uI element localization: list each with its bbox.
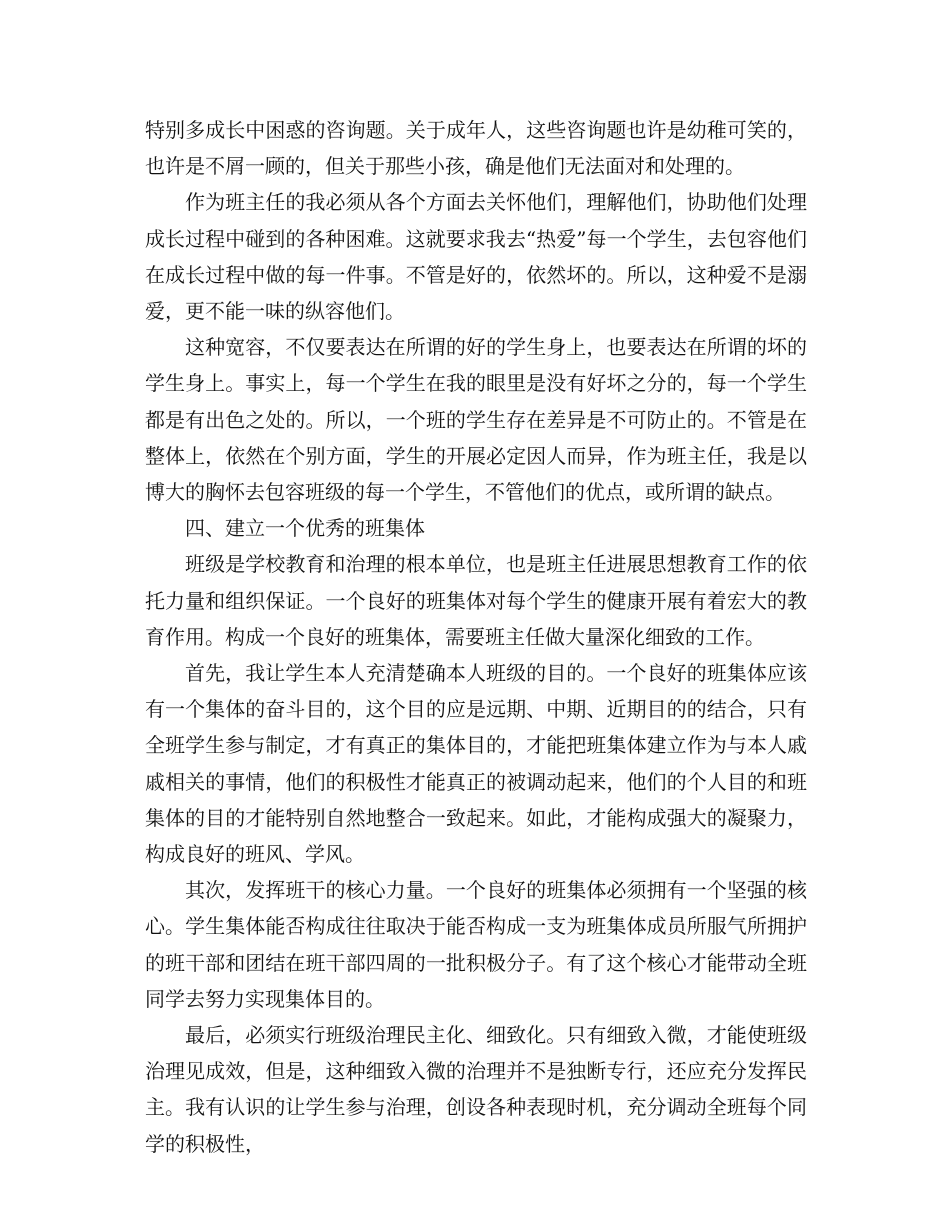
paragraph: 班级是学校教育和治理的根本单位，也是班主任进展思想教育工作的依托力量和组织保证。一个良好的班集体对每个学生的健康开展有着宏大的教育作用。构成一个良好的班集体，需要班主任做大量深化细致的工作。 (145, 552, 807, 649)
document-body (145, 112, 807, 1162)
paragraph: 这种宽容，不仅要表达在所谓的好的学生身上，也要表达在所谓的坏的学生身上。事实上，每一个学生在我的眼里是没有好坏之分的，每一个学生都是有出色之处的。所以，一个班的学生存在差异是不可防止的。不管是在整体上，依然在个别方面，学生的开展必定因人而异，作为班主任，我是以博大的胸怀去包容班级的每一个学生，不管他们的优点，或所谓的缺点。 (145, 335, 807, 505)
paragraph: 首先，我让学生本人充清楚确本人班级的目的。一个良好的班集体应该有一个集体的奋斗目的，这个目的应是远期、中期、近期目的的结合，只有全班学生参与制定，才有真正的集体目的，才能把班集体建立作为与本人戚戚相关的事情，他们的积极性才能真正的被调动起来，他们的个人目的和班集体的目的才能特别自然地整合一致起来。如此，才能构成强大的凝聚力，构成良好的班风、学风。 (145, 661, 807, 867)
paragraph: 最后，必须实行班级治理民主化、细致化。只有细致入微，才能使班级治理见成效，但是，这种细致入微的治理并不是独断专行，还应充分发挥民主。我有认识的让学生参与治理，创设各种表现时机，充分调动全班每个同学的积极性， (145, 1023, 807, 1156)
section-heading: 四、建立一个优秀的班集体 (185, 516, 425, 541)
paragraph-continuation: 特别多成长中困惑的咨询题。关于成年人，这些咨询题也许是幼稚可笑的，也许是不屑一顾的，但关于那些小孩，确是他们无法面对和处理的。 (145, 118, 807, 179)
paragraph: 其次，发挥班干的核心力量。一个良好的班集体必须拥有一个坚强的核心。学生集体能否构成往往取决于能否构成一支为班集体成员所服气所拥护的班干部和团结在班干部四周的一批积极分子。有了这个核心才能带动全班同学去努力实现集体目的。 (145, 878, 807, 1011)
paragraph: 作为班主任的我必须从各个方面去关怀他们，理解他们，协助他们处理成长过程中碰到的各种困难。这就要求我去“热爱”每一个学生，去包容他们在成长过程中做的每一件事。不管是好的，依然坏的。所以，这种爱不是溺爱，更不能一味的纵容他们。 (145, 190, 807, 324)
